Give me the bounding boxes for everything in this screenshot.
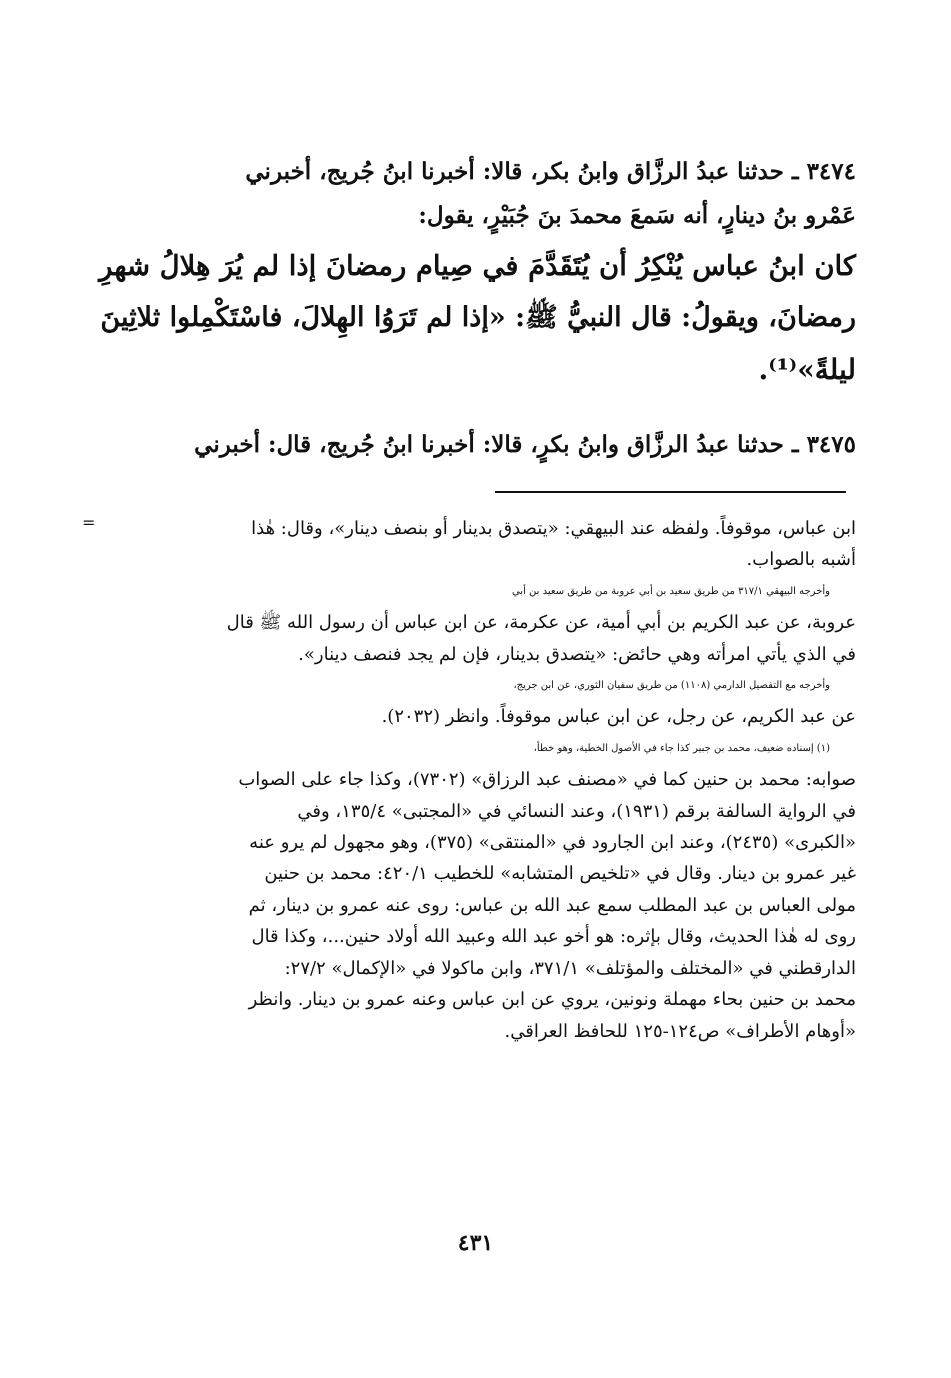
footnote-line: صوابه: محمد بن حنين كما في «مصنف عبد الرزاق» (٧٣٠٢)، وكذا جاء على الصواب (238, 769, 856, 791)
continuation-mark: = (82, 513, 96, 532)
footnote-divider (495, 491, 846, 493)
hadith-3475-isnad (96, 423, 856, 467)
footnote-line: عن عبد الكريم، عن رجل، عن ابن عباس موقوفاً. وانظر (٢٠٣٢). (381, 706, 856, 728)
footnote-line: «أوهام الأطراف» ص١٢٤-١٢٥ للحافظ العراقي. (504, 1020, 856, 1042)
hadith-3474-isnad (96, 150, 856, 238)
footnote-line: ابن عباس، موقوفاً. ولفظه عند البيهقي: «يتصدق بدينار أو بنصف دينار»، وقال: هٰذا (251, 518, 856, 539)
footnote-line: «الكبرى» (٢٤٣٥)، وعند ابن الجارود في «المنتقى» (٣٧٥)، وهو مجهول لم يرو عنه (249, 832, 856, 854)
footnote-line: عروبة، عن عبد الكريم بن أبي أمية، عن عكرمة، عن ابن عباس أن رسول الله ﷺ قال (226, 612, 856, 634)
footnote-line: وأخرجه البيهقي ٣١٧/١ من طريق سعيد بن أبي عروبة من طريق سعيد بن أبي (511, 585, 830, 597)
footnote-line: أشبه بالصواب. (746, 549, 856, 571)
footnote-line: (١) إسناده ضعيف، محمد بن جبير كذا جاء في الأصول الخطية، وهو خطأ، (533, 742, 830, 754)
footnote-line: الدارقطني في «المختلف والمؤتلف» ٣٧١/١، وابن ماكولا في «الإكمال» ٢٧/٢: (284, 957, 856, 979)
hadith-3474-matn (96, 240, 856, 396)
footnote-line: مولى العباس بن عبد المطلب سمع عبد الله بن عباس: روى عنه عمرو بن دينار، ثم (248, 894, 856, 916)
footnotes (82, 513, 856, 1047)
matn-line: ليلةً»⁽¹⁾. (758, 353, 856, 386)
isnad-line: عَمْرو بنُ دينارٍ، أنه سَمعَ محمدَ بنَ جُبَيْرٍ، يقول: (418, 202, 856, 229)
matn-line: كان ابنُ عباس يُنْكِرُ أن يُتَقَدَّمَ في صِيام رمضانَ إذا لم يُرَ هِلالُ شهرِ (99, 250, 856, 282)
footnote-line: في الذي يأتي امرأته وهي حائض: «يتصدق بدينار، فإن لم يجد فنصف دينار». (298, 643, 856, 665)
isnad-line: ٣٤٧٥ ـ حدثنا عبدُ الرزَّاق وابنُ بكرٍ، قالا: أخبرنا ابنُ جُريج، قال: أخبرني (194, 431, 856, 458)
footnote-line: غير عمرو بن دينار. وقال في «تلخيص المتشابه» للخطيب ٤٢٠/١: محمد بن حنين (264, 863, 856, 885)
footnote-line: محمد بن حنين بحاء مهملة ونونين، يروي عن ابن عباس وعنه عمرو بن دينار. وانظر (248, 989, 856, 1011)
footnote-line: وأخرجه مع التفصيل الدارمي (١١٠٨) من طريق سفيان الثوري، عن ابن جريج، (513, 680, 830, 692)
footnote-line: في الرواية السالفة برقم (١٩٣١)، وعند النسائي في «المجتبى» ١٣٥/٤، وفي (297, 800, 856, 822)
isnad-line: ٣٤٧٤ ـ حدثنا عبدُ الرزَّاق وابنُ بكر، قالا: أخبرنا ابنُ جُريج، أخبرني (245, 158, 856, 185)
page-number: ٤٣١ (457, 1230, 494, 1256)
matn-line: رمضانَ، ويقولُ: قال النبيُّ ﷺ: «إذا لم تَرَوُا الهِلالَ، فاسْتَكْمِلوا ثلاثِينَ (100, 302, 856, 333)
footnote-line: روى له هٰذا الحديث، وقال بإثره: هو أخو عبد الله وعبيد الله أولاد حنين...، وكذا قال (251, 926, 856, 948)
